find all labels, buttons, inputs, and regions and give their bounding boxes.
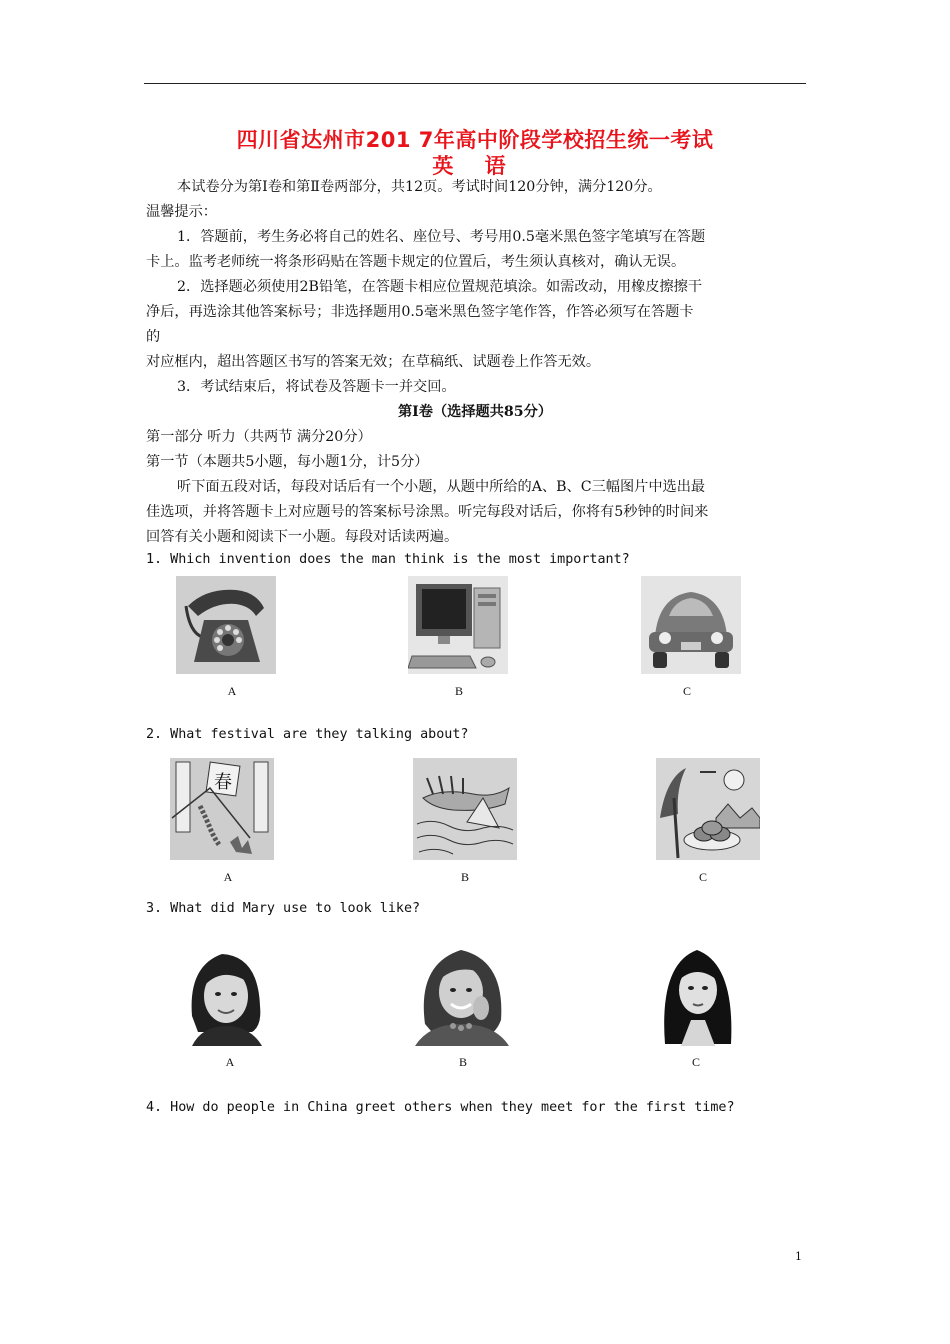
question-4-text: 4. How do people in China greet others when they meet for the first time? [146,1100,735,1115]
question-1-text: 1. Which invention does the man think is the most important? [146,552,630,567]
girl-long-hair-icon [651,944,745,1046]
intro-line: 本试卷分为第Ⅰ卷和第Ⅱ卷两部分，共12页。考试时间120分钟，满分120分。 [177,179,662,195]
tip-2-line-a: 2．选择题必须使用2B铅笔，在答题卡相应位置规范填涂。如需改动，用橡皮擦擦干 [177,279,703,295]
option-a-label: A [227,684,237,698]
option-c-label: C [682,684,691,698]
svg-text:春: 春 [214,772,232,793]
instructions-line-b: 佳选项，并将答题卡上对应题号的答案标号涂黑。听完每段对话后，你将有5秒钟的时间来 [146,504,709,520]
part-1-heading: 第一部分 听力（共两节 满分20分） [146,429,372,445]
option-b-label: B [460,870,469,884]
instructions-line-c: 回答有关小题和阅读下一小题。每段对话读两遍。 [146,529,459,545]
volume-title: 第Ⅰ卷（选择题共85分） [397,404,553,420]
computer-icon [408,576,508,674]
option-c-label: C [698,870,707,884]
exam-subject: 英 语 [432,154,518,178]
exam-title: 四川省达州市201 7年高中阶段学校招生统一考试 [236,128,714,152]
section-1-heading: 第一节（本题共5小题，每小题1分，计5分） [146,454,429,470]
instructions-line-a: 听下面五段对话，每段对话后有一个小题，从题中所给的A、B、C三幅图片中选出最 [177,479,706,495]
tips-label: 温馨提示： [146,204,217,220]
tip-3: 3．考试结束后，将试卷及答题卡一并交回。 [177,379,456,395]
woman-portrait-icon [411,944,513,1046]
page-number: 1 [795,1250,802,1263]
telephone-icon [176,576,276,674]
girl-portrait-icon [182,946,268,1046]
tip-1-line-b: 卡上。监考老师统一将条形码贴在答题卡规定的位置后，考生须认真核对，确认无误。 [146,254,686,270]
question-2-text: 2. What festival are they talking about? [146,727,469,742]
spring-festival-icon [170,758,274,860]
dragon-boat-icon [413,758,517,860]
mid-autumn-icon [656,758,760,860]
option-a-label: A [225,1055,235,1069]
option-b-label: B [458,1055,467,1069]
tip-1-line-a: 1．答题前，考生务必将自己的姓名、座位号、考号用0.5毫米黑色签字笔填写在答题 [177,229,706,245]
option-a-label: A [223,870,233,884]
tip-2-line-b: 净后，再选涂其他答案标号；非选择题用0.5毫米黑色签字笔作答，作答必须写在答题卡 [146,304,694,320]
option-c-label: C [691,1055,700,1069]
option-b-label: B [454,684,463,698]
header-rule [144,83,806,84]
tip-2-line-d: 对应框内，超出答题区书写的答案无效；在草稿纸、试题卷上作答无效。 [146,354,601,370]
question-3-text: 3. What did Mary use to look like? [146,901,421,916]
tip-2-line-c: 的 [146,329,161,345]
car-icon [641,576,741,674]
